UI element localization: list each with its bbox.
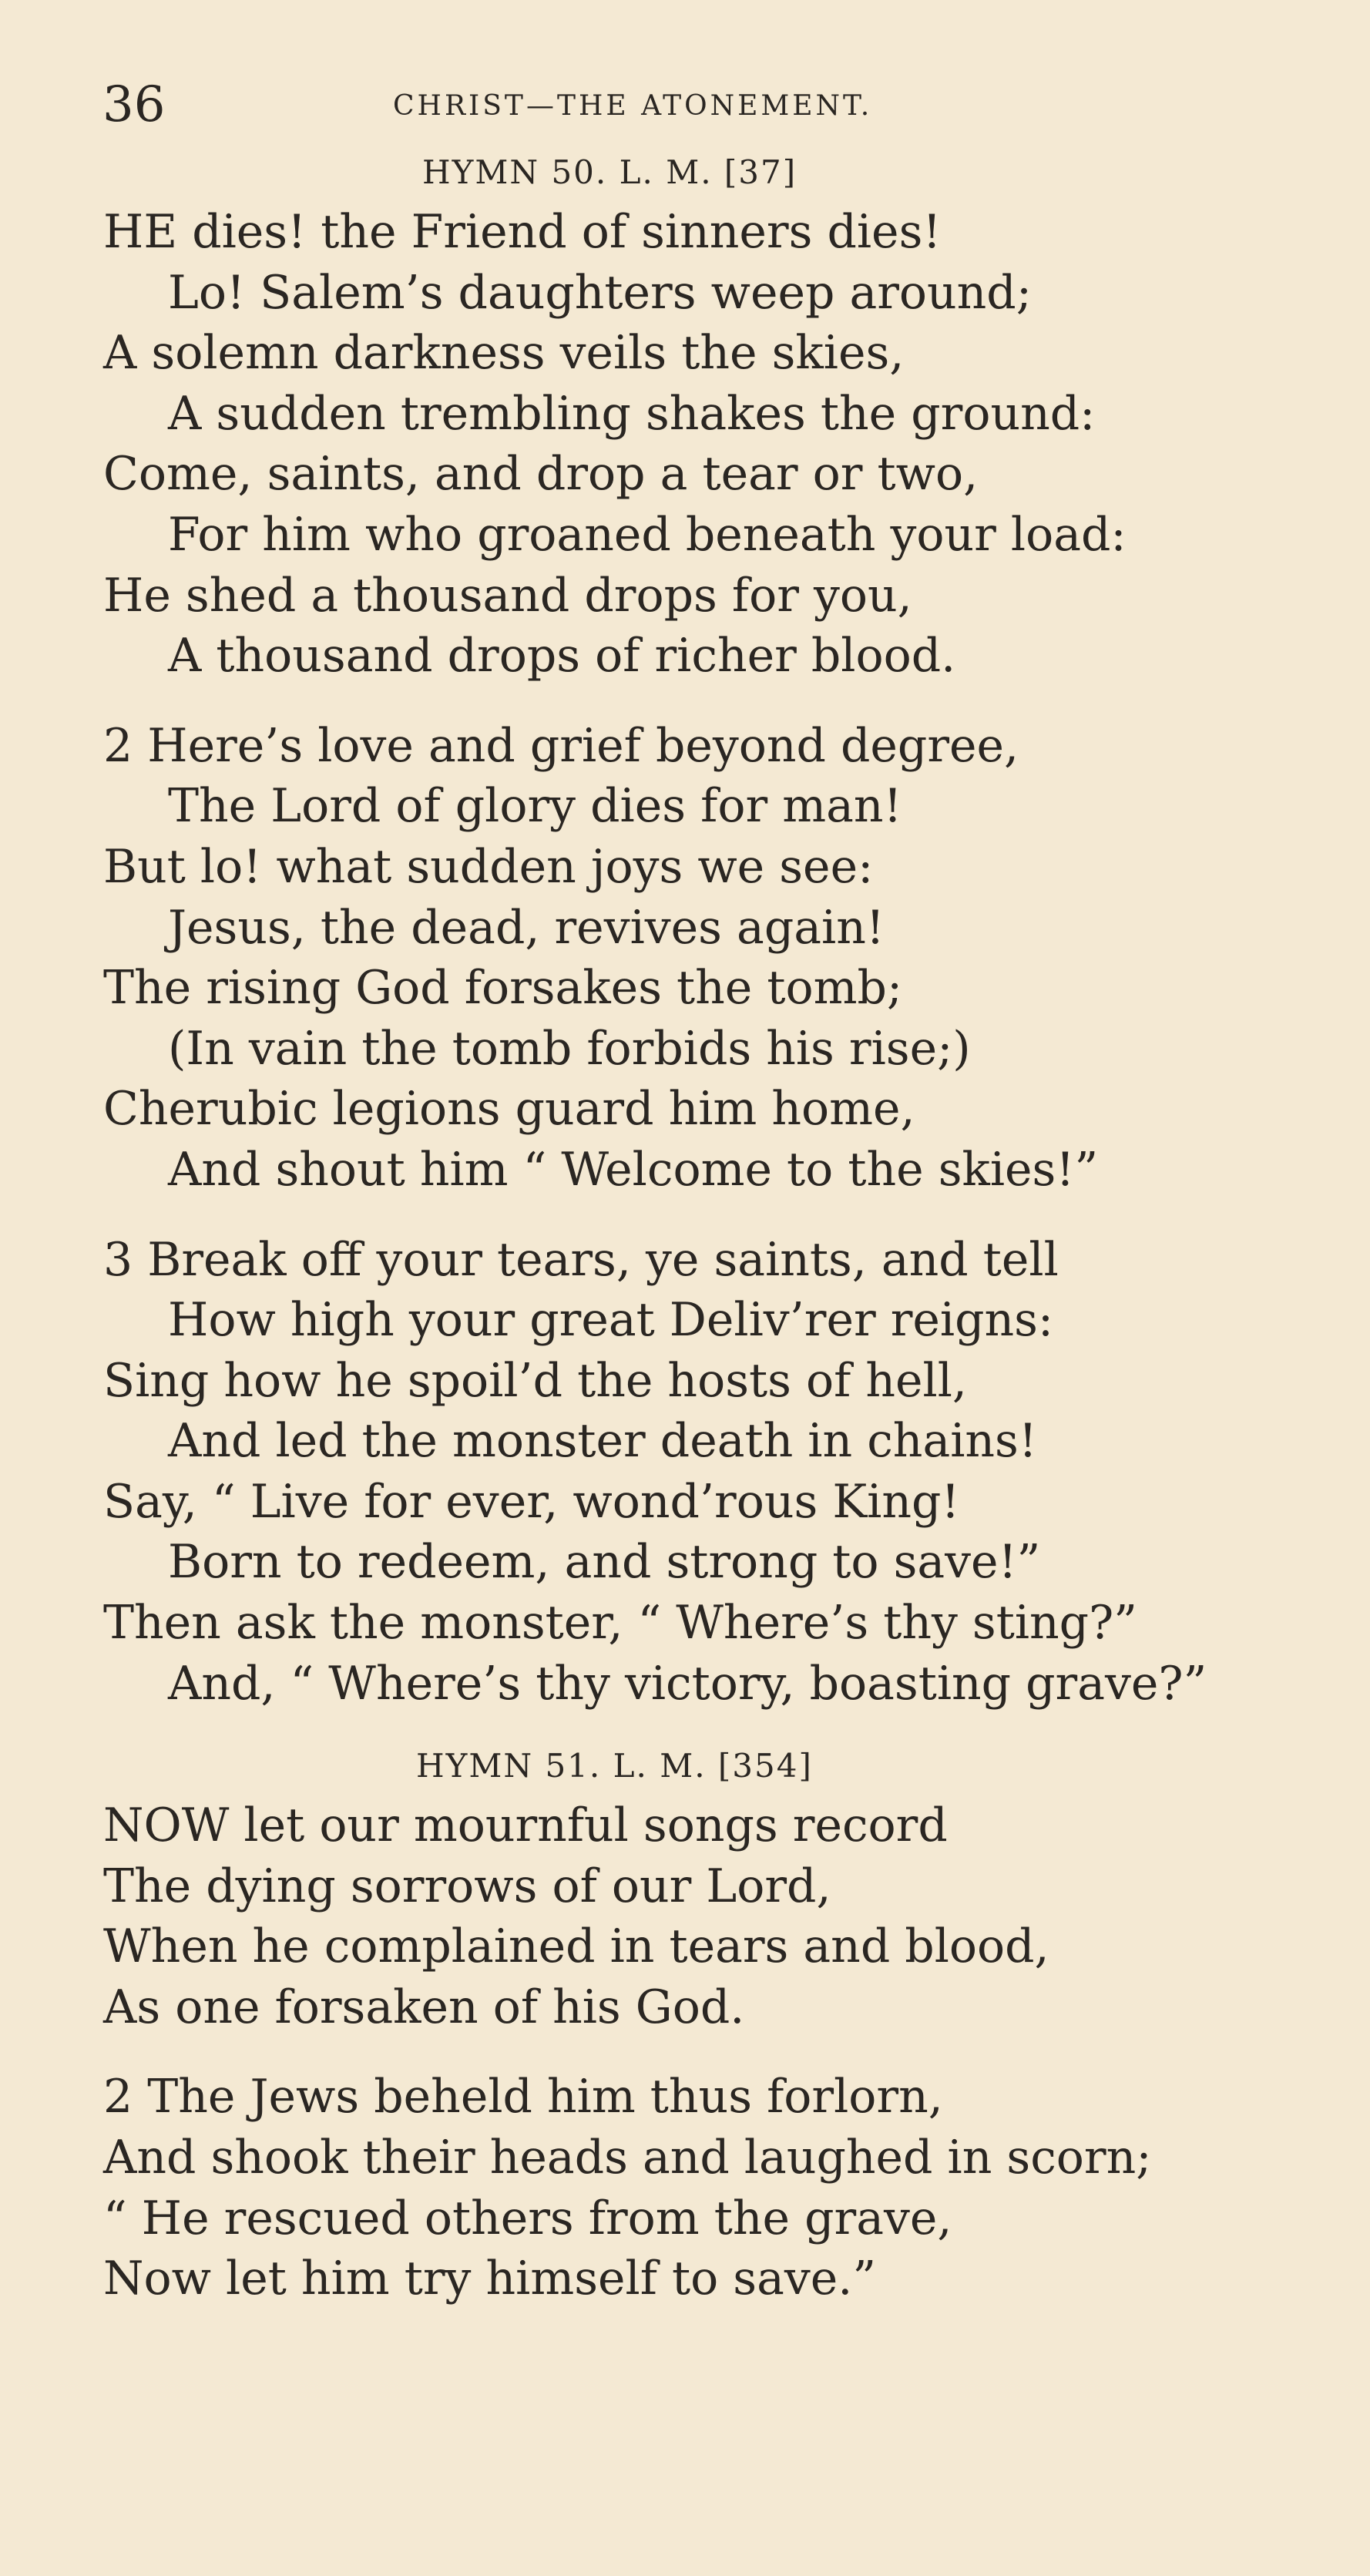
- verse-line: The Lord of glory dies for man!: [168, 779, 902, 834]
- verse-line: Come, saints, and drop a tear or two,: [103, 447, 979, 502]
- verse-line: Born to redeem, and strong to save!”: [168, 1535, 1041, 1590]
- stanza-2: [103, 2067, 1305, 2309]
- verse-line: And shout him “ Welcome to the skies!”: [168, 1142, 1099, 1197]
- verse-line: As one forsaken of his God.: [103, 1980, 745, 2034]
- verse-line: The rising God forsakes the tomb;: [103, 961, 903, 1016]
- verse-line: A thousand drops of richer blood.: [168, 629, 956, 683]
- verse-line: HE dies! the Friend of sinners dies!: [103, 205, 942, 259]
- verse-line: Then ask the monster, “ Where’s thy sting?”: [103, 1596, 1137, 1651]
- verse-line: (In vain the tomb forbids his rise;): [168, 1021, 971, 1076]
- verse-line: A sudden trembling shakes the ground:: [168, 386, 1096, 441]
- verse-line: For him who groaned beneath your load:: [168, 507, 1127, 562]
- page-header: [102, 74, 1004, 136]
- hymn-heading: HYMN 50. L. M. [37]: [422, 153, 797, 191]
- verse-line: Lo! Salem’s daughters weep around;: [168, 265, 1032, 320]
- verse-line: How high your great Deliv’rer reigns:: [168, 1293, 1054, 1348]
- stanza-2: [103, 716, 1305, 1201]
- verse-line: And led the monster death in chains!: [168, 1414, 1037, 1469]
- running-title: CHRIST—THE ATONEMENT.: [393, 90, 873, 122]
- hymn-heading: HYMN 51. L. M. [354]: [416, 1747, 813, 1785]
- stanza-3: [103, 1230, 1305, 1715]
- verse-line: Sing how he spoil’d the hosts of hell,: [103, 1353, 967, 1408]
- verse-line: He shed a thousand drops for you,: [103, 568, 912, 623]
- stanza-1: [103, 1795, 1305, 2037]
- hymn-50: [103, 151, 1305, 1743]
- verse-line: Cherubic legions guard him home,: [103, 1082, 915, 1137]
- verse-line: A solemn darkness veils the skies,: [103, 326, 905, 381]
- hymn-51: [103, 1745, 1305, 2339]
- verse-line: 2 Here’s love and grief beyond degree,: [103, 718, 1019, 773]
- verse-line: Now let him try himself to save.”: [103, 2252, 877, 2306]
- verse-line: But lo! what sudden joys we see:: [103, 839, 874, 894]
- verse-line: The dying sorrows of our Lord,: [103, 1859, 831, 1913]
- verse-line: NOW let our mournful songs record: [103, 1798, 948, 1852]
- verse-line: 2 The Jews beheld him thus forlorn,: [103, 2070, 943, 2124]
- verse-line: And shook their heads and laughed in scorn;: [103, 2130, 1152, 2185]
- stanza-1: [103, 202, 1305, 687]
- page-number: 36: [102, 76, 166, 133]
- verse-line: “ He rescued others from the grave,: [103, 2191, 952, 2245]
- verse-line: Say, “ Live for ever, wond’rous King!: [103, 1474, 960, 1529]
- verse-line: Jesus, the dead, revives again!: [168, 900, 885, 955]
- verse-line: And, “ Where’s thy victory, boasting grave?”: [168, 1656, 1207, 1711]
- verse-line: When he complained in tears and blood,: [103, 1919, 1049, 1974]
- verse-line: 3 Break off your tears, ye saints, and tell: [103, 1232, 1059, 1287]
